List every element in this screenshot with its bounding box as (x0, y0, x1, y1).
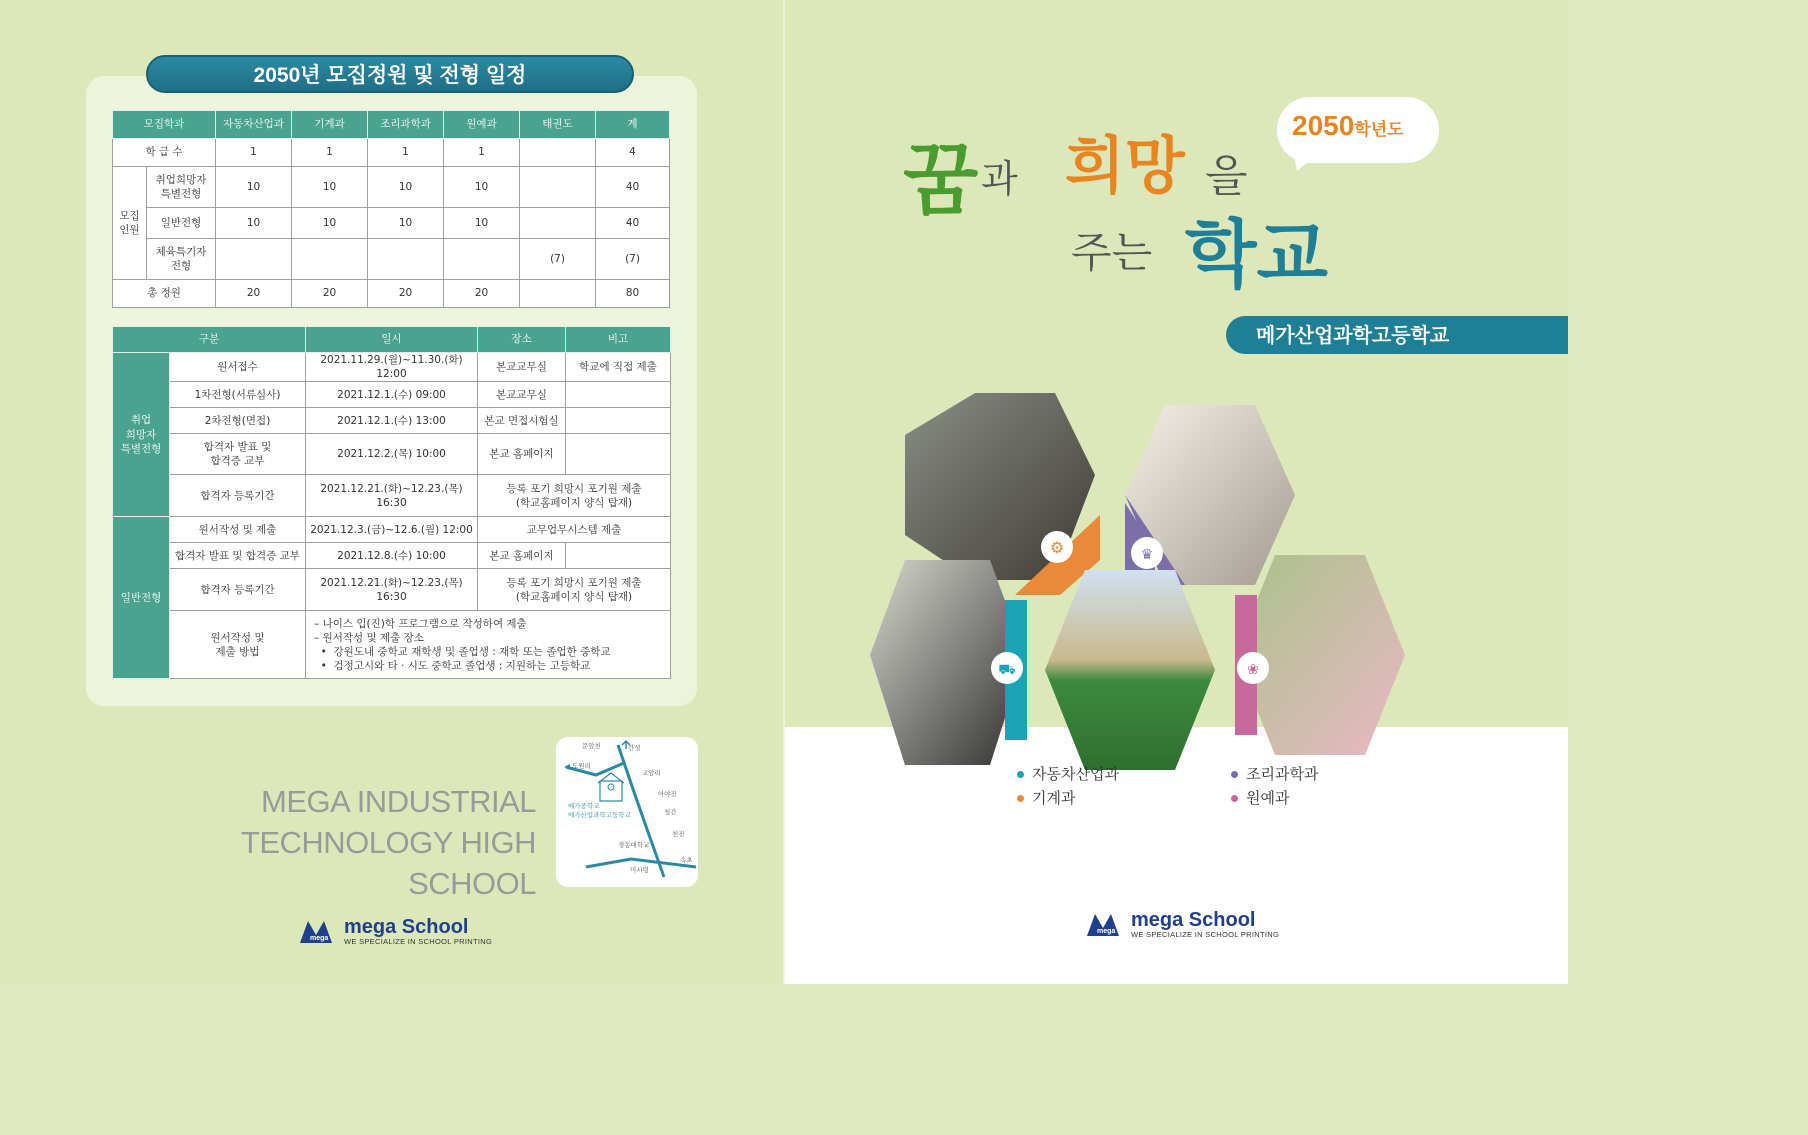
table-row (113, 239, 670, 280)
text: ⚙ (1049, 538, 1065, 557)
english-name-line: TECHNOLOGY HIGH SCHOOL (240, 825, 536, 901)
headline-giving: 주는 (1071, 228, 1153, 277)
legend-item (1017, 787, 1075, 808)
company-logo (1085, 910, 1279, 939)
map-label: 문암천 (582, 742, 601, 750)
table-cell: 2021.12.2.(목) 10:00 (306, 434, 478, 475)
map-label: 청간 (664, 808, 677, 816)
table-cell: 합격자 등록기간 (170, 475, 306, 517)
table-row (113, 280, 670, 308)
logo-tagline: WE SPECIALIZE IN SCHOOL PRINTING (1131, 930, 1280, 939)
method-line: – 원서작성 및 제출 장소 (314, 631, 424, 644)
table-cell (216, 239, 292, 280)
table-cell: 1 (444, 139, 520, 167)
table-cell: 원서작성 및 제출 방법 (170, 611, 306, 679)
table-cell: 10 (292, 167, 368, 208)
logo-text (1131, 910, 1279, 939)
table-row (113, 611, 671, 679)
table-cell: 2차전형(면접) (170, 408, 306, 434)
legend-item (1017, 763, 1119, 784)
table-cell: 80 (596, 280, 670, 308)
group-label: 일반전형 (113, 517, 170, 679)
table-cell: 10 (368, 208, 444, 239)
table-cell: 1차전형(서류심사) (170, 382, 306, 408)
table-cell: (7) (520, 239, 596, 280)
map-label: 간성 (628, 744, 641, 752)
legend-label: 기계과 (1032, 789, 1076, 807)
table-cell: 본교교무실 (478, 382, 566, 408)
map-label: 아야진 (658, 790, 677, 798)
logo-name: mega School (1131, 909, 1256, 931)
table-header: 일시 (306, 327, 478, 353)
table-header: 태권도 (520, 111, 596, 139)
table-cell: 40 (596, 208, 670, 239)
method-line: – 나이스 입(진)학 프로그램으로 작성하여 제출 (314, 617, 527, 630)
headline-object-particle: 을 (1205, 151, 1248, 202)
table-cell: 체육특기자 전형 (147, 239, 216, 280)
table-cell: 20 (216, 280, 292, 308)
map-label: 경동대학교 (618, 841, 650, 849)
table-cell: 2021.12.1.(수) 09:00 (306, 382, 478, 408)
table-header: 계 (596, 111, 670, 139)
map-label: 메가중학교 (568, 802, 600, 810)
logo-tagline: WE SPECIALIZE IN SCHOOL PRINTING (344, 937, 493, 946)
table-cell: 교무업무시스템 제출 (478, 517, 671, 543)
table-header: 모집학과 (113, 111, 216, 139)
table-cell: 원서접수 (170, 353, 306, 382)
table-cell: 학 급 수 (113, 139, 216, 167)
headline-hope: 희망 (1065, 129, 1185, 202)
table-row (113, 208, 670, 239)
logo-text (344, 917, 492, 946)
table-cell: 1 (368, 139, 444, 167)
table-cell: 등록 포기 희망시 포기원 제출 (학교홈페이지 양식 탑재) (478, 569, 671, 611)
company-logo (298, 917, 492, 946)
table-cell (292, 239, 368, 280)
table-cell (566, 382, 671, 408)
map-label: 교암리 (642, 769, 661, 777)
table-cell (566, 408, 671, 434)
headline-and: 과 (981, 157, 1018, 201)
legend-dot (1231, 795, 1238, 802)
schedule-header-row (113, 327, 671, 353)
table-cell: 20 (292, 280, 368, 308)
table-cell: 일반전형 (147, 208, 216, 239)
text: ⛟ (998, 662, 1016, 678)
table-cell: 등록 포기 희망시 포기원 제출 (학교홈페이지 양식 탑재) (478, 475, 671, 517)
page-title: 2050년 모집정원 및 전형 일정 (146, 55, 634, 93)
table-cell: 합격자 발표 및 합격증 교부 (170, 434, 306, 475)
legend-dot (1017, 771, 1024, 778)
table-cell: 2021.12.3.(금)~12.6.(월) 12:00 (306, 517, 478, 543)
legend-item (1231, 763, 1318, 784)
year-number: 2050 (1292, 110, 1355, 141)
headline-dream: 꿈 (903, 135, 979, 226)
department-hexagons (855, 385, 1495, 785)
table-cell: 10 (216, 208, 292, 239)
map-label: 미시령 (630, 866, 649, 874)
mega-logo-icon (1085, 912, 1131, 938)
table-cell: 4 (596, 139, 670, 167)
english-name-line: MEGA INDUSTRIAL (261, 784, 536, 819)
logo-mark-text: mega (310, 934, 329, 942)
method-cell (306, 611, 671, 679)
map-label: 속초 (680, 856, 693, 864)
table-row (113, 139, 670, 167)
table-cell: 10 (368, 167, 444, 208)
legend-label: 원예과 (1246, 789, 1290, 807)
table-cell (520, 139, 596, 167)
table-cell (566, 543, 671, 569)
table-cell: 2021.12.21.(화)~12.23.(목) 16:30 (306, 569, 478, 611)
table-cell (368, 239, 444, 280)
table-header: 자동차산업과 (216, 111, 292, 139)
table-header: 비고 (566, 327, 671, 353)
table-cell: 원서작성 및 제출 (170, 517, 306, 543)
table-row (113, 408, 671, 434)
table-header: 기계과 (292, 111, 368, 139)
table-cell: 20 (368, 280, 444, 308)
table-row (113, 382, 671, 408)
year-suffix: 학년도 (1354, 120, 1404, 139)
method-line: • 강원도내 중학교 재학생 및 졸업생 : 재학 또는 졸업한 중학교 (314, 645, 611, 658)
table-row (113, 167, 670, 208)
table-cell: 1 (216, 139, 292, 167)
legend-dot (1017, 795, 1024, 802)
headline-school: 학교 (1185, 212, 1328, 298)
quota-table (112, 110, 670, 308)
table-cell: 10 (444, 167, 520, 208)
table-cell: 모집 인원 (113, 167, 147, 280)
table-row (113, 569, 671, 611)
mega-logo-icon (298, 919, 344, 945)
table-header: 원예과 (444, 111, 520, 139)
table-header: 장소 (478, 327, 566, 353)
table-cell (444, 239, 520, 280)
table-cell: 2021.12.21.(화)~12.23.(목) 16:30 (306, 475, 478, 517)
table-cell: 1 (292, 139, 368, 167)
table-cell: 학교에 직접 제출 (566, 353, 671, 382)
school-name-banner: 메가산업과학고등학교 (1226, 316, 1568, 354)
text: ❀ (1247, 662, 1259, 678)
map-label: 도원리 (572, 762, 591, 770)
english-school-name (106, 781, 536, 904)
location-map (556, 737, 698, 887)
legend-label: 조리과학과 (1246, 765, 1319, 783)
table-cell: 총 정원 (113, 280, 216, 308)
right-page (785, 0, 1568, 984)
logo-name: mega School (344, 916, 469, 938)
table-cell: 본교 면접시험실 (478, 408, 566, 434)
table-cell (520, 208, 596, 239)
table-row (113, 475, 671, 517)
table-header: 구분 (113, 327, 306, 353)
table-cell: (7) (596, 239, 670, 280)
table-cell: 10 (292, 208, 368, 239)
table-cell: 40 (596, 167, 670, 208)
table-cell: 본교 홈페이지 (478, 543, 566, 569)
table-cell: 취업희망자 특별전형 (147, 167, 216, 208)
quota-header-row (113, 111, 670, 139)
table-row (113, 543, 671, 569)
map-label: 천진 (672, 830, 685, 838)
table-row (113, 517, 671, 543)
method-line: • 검정고시와 타 · 시도 중학교 졸업생 : 지원하는 고등학교 (314, 660, 591, 673)
text: ♛ (1140, 547, 1154, 563)
table-row (113, 434, 671, 475)
academic-year (1292, 110, 1404, 142)
table-cell: 20 (444, 280, 520, 308)
table-row (113, 353, 671, 382)
table-cell: 합격자 등록기간 (170, 569, 306, 611)
left-page (0, 0, 783, 984)
group-label: 취업 희망자 특별전형 (113, 353, 170, 517)
table-cell: 2021.12.1.(수) 13:00 (306, 408, 478, 434)
table-cell: 합격자 발표 및 합격증 교부 (170, 543, 306, 569)
legend-dot (1231, 771, 1238, 778)
map-label: 메가산업과학고등학교 (568, 811, 631, 819)
table-cell: 10 (444, 208, 520, 239)
table-cell (566, 434, 671, 475)
table-cell: 본교 홈페이지 (478, 434, 566, 475)
logo-mark-text: mega (1097, 927, 1116, 935)
table-cell: 본교교무실 (478, 353, 566, 382)
table-cell: 2021.12.8.(수) 10:00 (306, 543, 478, 569)
hex-school-campus (1045, 570, 1215, 770)
legend-item (1231, 787, 1289, 808)
legend-label: 자동차산업과 (1032, 765, 1119, 783)
table-cell (520, 280, 596, 308)
table-cell: 10 (216, 167, 292, 208)
table-header: 조리과학과 (368, 111, 444, 139)
bubble-tail (1293, 149, 1333, 179)
table-cell: 2021.11.29.(월)~11.30.(화) 12:00 (306, 353, 478, 382)
table-cell (520, 167, 596, 208)
schedule-table (112, 326, 671, 679)
